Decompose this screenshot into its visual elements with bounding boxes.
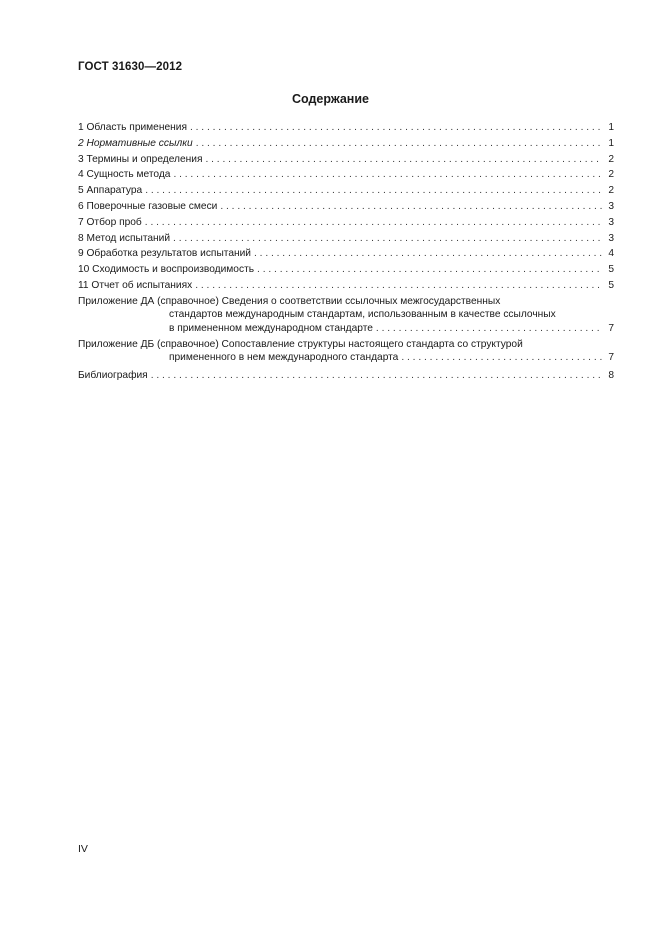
- toc-entry-label: 7 Отбор проб: [78, 216, 142, 228]
- toc-leader-dots: [254, 246, 602, 262]
- toc-entry[interactable]: [78, 278, 614, 294]
- toc-entry[interactable]: [78, 262, 614, 278]
- toc-appendix-db[interactable]: [78, 338, 614, 365]
- toc-leader-dots: [173, 231, 602, 247]
- toc-entry-label: 4 Сущность метода: [78, 169, 171, 181]
- page-title: Содержание: [291, 92, 369, 106]
- toc-entry-label: 9 Обработка результатов испытаний: [78, 248, 251, 260]
- toc-entry-label: Библиография: [78, 369, 148, 381]
- toc-entry-page: 3: [608, 232, 614, 244]
- toc-entry-label: 5 Аппаратура: [78, 185, 143, 197]
- toc-entry[interactable]: [78, 215, 614, 231]
- toc-entry-label: 11 Отчет об испытаниях: [78, 279, 193, 291]
- appendix-da-line2: стандартов международным стандартам, использованным в качестве ссылочных: [169, 309, 556, 321]
- toc-entry[interactable]: [78, 231, 614, 247]
- toc-entry-page: 2: [608, 153, 614, 165]
- toc-leader-dots: [173, 167, 602, 183]
- page-number: IV: [78, 843, 88, 855]
- toc-entry[interactable]: [78, 246, 614, 262]
- toc-appendix-da[interactable]: [78, 295, 614, 335]
- appendix-db-page: 7: [608, 352, 614, 364]
- toc-entry[interactable]: [78, 120, 614, 136]
- toc-entry[interactable]: [78, 167, 614, 183]
- toc-leader-dots: [145, 215, 602, 231]
- appendix-db-line2: примененного в нем международного стандарта: [169, 352, 399, 364]
- toc-leader-dots: [376, 322, 602, 335]
- toc-entry-page: 5: [608, 264, 614, 276]
- toc-entry[interactable]: [78, 152, 614, 168]
- toc-leader-dots: [195, 278, 602, 294]
- toc-entry-bibliography[interactable]: [78, 368, 614, 384]
- toc-entry-page: 2: [608, 169, 614, 181]
- toc-entry-page: 5: [608, 279, 614, 291]
- appendix-da-line1: Приложение ДА (справочное) Сведения о соответствии ссылочных межгосударственных: [78, 295, 501, 307]
- toc-entry-page: 8: [608, 369, 614, 381]
- toc-entry-page: 4: [608, 248, 614, 260]
- toc-entry-label: 1 Область применения: [78, 122, 187, 133]
- toc-entry[interactable]: [78, 199, 614, 215]
- toc-entry-page: 1: [608, 137, 614, 149]
- toc-entry-label: 2 Нормативные ссылки: [78, 137, 193, 149]
- toc-leader-dots: [220, 199, 602, 215]
- toc-entry[interactable]: [78, 136, 614, 152]
- toc-leader-dots: [257, 262, 602, 278]
- toc-entry[interactable]: [78, 183, 614, 199]
- appendix-db-line1: Приложение ДБ (справочное) Сопоставление структуры настоящего стандарта со структурой: [78, 338, 523, 350]
- toc-leader-dots: [145, 183, 602, 199]
- toc-entry-page: 1: [608, 122, 614, 133]
- toc-entry-label: 8 Метод испытаний: [78, 232, 171, 244]
- appendix-da-page: 7: [608, 322, 614, 334]
- toc-leader-dots: [151, 368, 602, 384]
- toc-entry-label: 10 Сходимость и воспроизводимость: [78, 264, 255, 276]
- toc-entry-page: 3: [608, 216, 614, 228]
- toc-entry-page: 2: [608, 185, 614, 197]
- toc-leader-dots: [205, 152, 602, 168]
- toc-entry-label: 6 Поверочные газовые смеси: [78, 200, 218, 212]
- toc-entry-page: 3: [608, 200, 614, 212]
- table-of-contents: [78, 120, 614, 384]
- toc-entry-label: 3 Термины и определения: [78, 153, 203, 165]
- toc-leader-dots: [196, 136, 602, 152]
- appendix-da-line3: в примененном международном стандарте: [169, 322, 373, 334]
- toc-leader-dots: [190, 120, 602, 136]
- toc-leader-dots: [401, 351, 602, 364]
- document-header: ГОСТ 31630—2012: [78, 61, 183, 73]
